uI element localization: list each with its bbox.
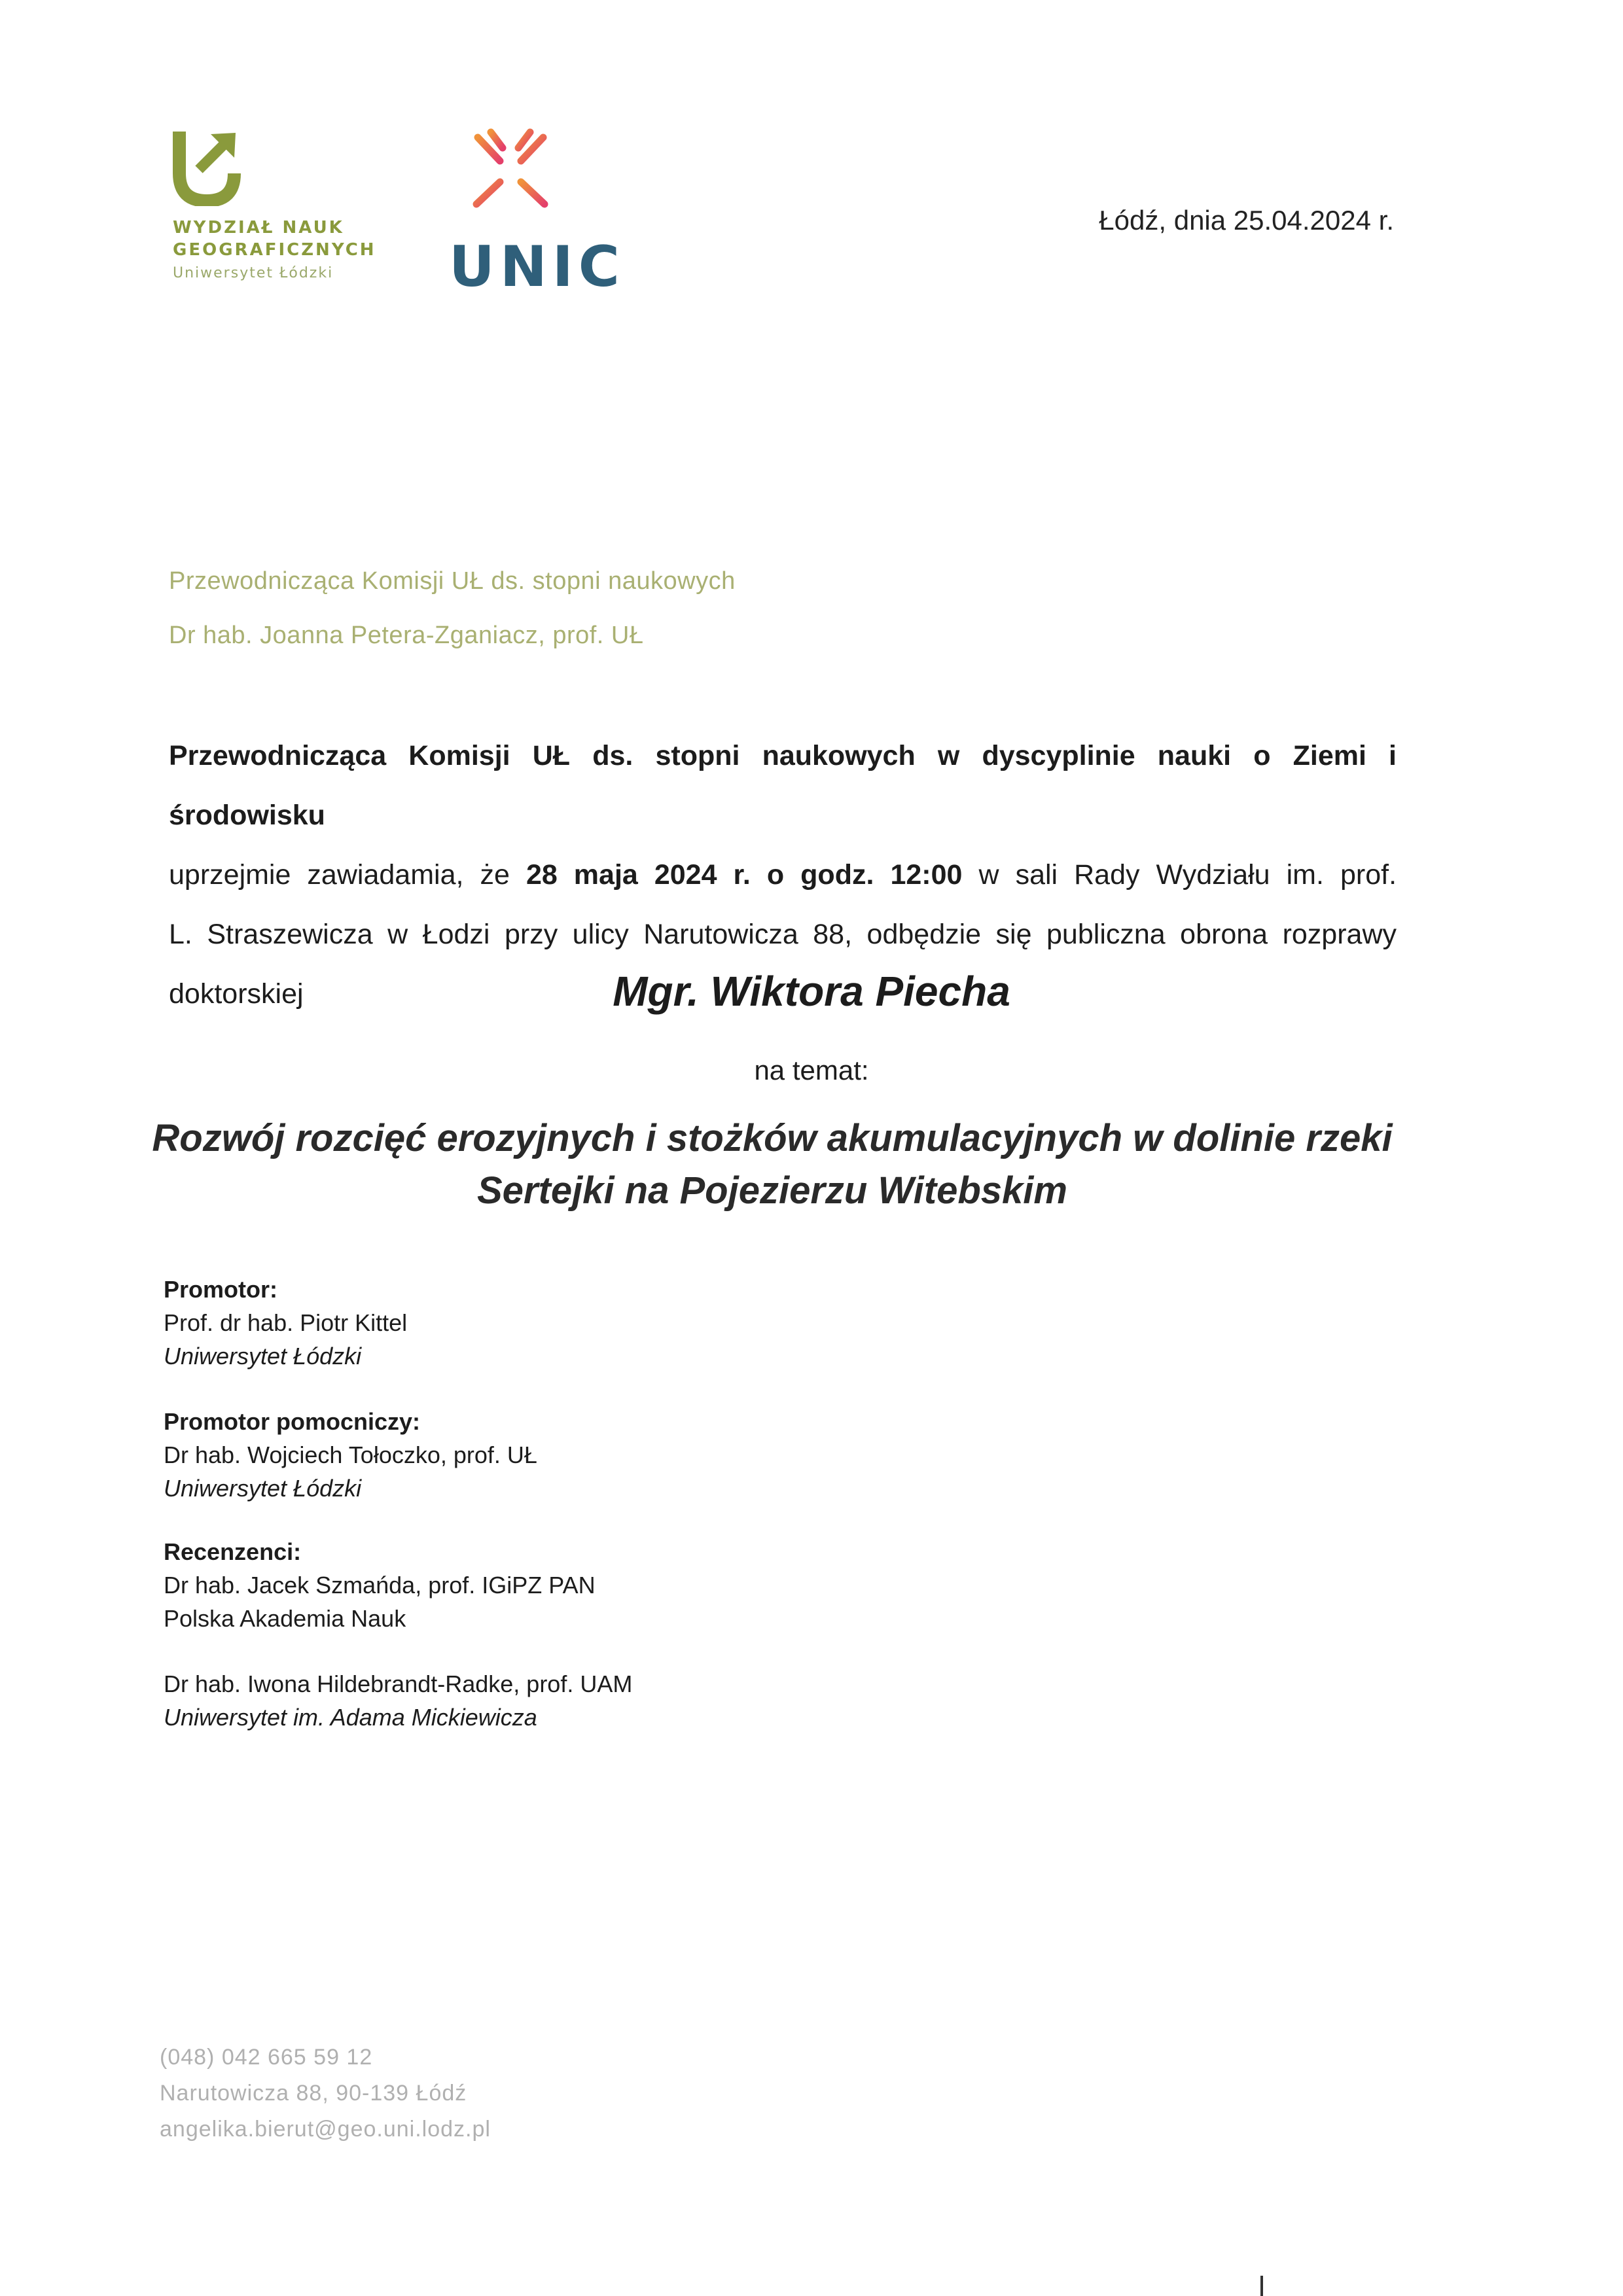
promotor-heading: Promotor: (164, 1276, 277, 1303)
faculty-university: Uniwersytet Łódzki (173, 265, 334, 281)
auxiliary-promotor-affiliation: Uniwersytet Łódzki (164, 1475, 362, 1502)
announcement-notifies: uprzejmie zawiadamia, że (169, 859, 510, 891)
faculty-u-arrow-icon (173, 128, 245, 206)
thesis-title-line1: Rozwój rozcięć erozyjnych i stożków akumulacyjnych w dolinie rzeki (152, 1117, 1393, 1159)
place-date: Łódź, dnia 25.04.2024 r. (1099, 205, 1394, 236)
announcement-line-1 (169, 726, 1397, 845)
reviewers-block (164, 1535, 596, 1635)
defense-date-time: 28 maja 2024 r. o godz. 12:00 (526, 859, 963, 891)
faculty-logo (169, 128, 378, 298)
faculty-name-line2: GEOGRAFICZNYCH (173, 240, 376, 260)
announcement-venue-start: w sali Rady Wydziału im. prof. (978, 859, 1397, 891)
promotor-affiliation: Uniwersytet Łódzki (164, 1343, 362, 1369)
scan-mark (1260, 2276, 1263, 2296)
auxiliary-promotor-name: Dr hab. Wojciech Tołoczko, prof. UŁ (164, 1441, 537, 1468)
thesis-title (151, 1112, 1394, 1217)
footer-phone: (048) 042 665 59 12 (160, 2045, 373, 2070)
announcement-line-4: doktorskiej (169, 978, 304, 1010)
promotor-block (164, 1273, 407, 1373)
faculty-name-line1: WYDZIAŁ NAUK (173, 218, 344, 238)
auxiliary-promotor-heading: Promotor pomocniczy: (164, 1408, 421, 1435)
candidate-name: Mgr. Wiktora Piecha (613, 968, 1010, 1015)
unic-logo (445, 111, 625, 300)
reviewer-2-name: Dr hab. Iwona Hildebrandt-Radke, prof. UAM (164, 1670, 633, 1697)
reviewers-heading: Recenzenci: (164, 1538, 302, 1565)
footer-email: angelika.bierut@geo.uni.lodz.pl (160, 2117, 491, 2142)
reviewer-2-block (164, 1667, 632, 1734)
reviewer-2-affiliation: Uniwersytet im. Adama Mickiewicza (164, 1704, 537, 1731)
footer-address: Narutowicza 88, 90-139 Łódź (160, 2081, 467, 2106)
announcement-heading: Przewodnicząca Komisji UŁ ds. stopni naukowych w dyscyplinie nauki o Ziemi i środowisku (169, 740, 1397, 831)
subject-label: na temat: (754, 1055, 869, 1086)
reviewer-1-name: Dr hab. Jacek Szmańda, prof. IGiPZ PAN (164, 1572, 596, 1598)
promotor-name: Prof. dr hab. Piotr Kittel (164, 1309, 408, 1336)
reviewer-1-affiliation: Polska Akademia Nauk (164, 1605, 406, 1632)
addressee-name: Dr hab. Joanna Petera-Zganiacz, prof. UŁ (169, 622, 644, 649)
announcement-line-3: L. Straszewicza w Łodzi przy ulicy Narutowicza 88, odbędzie się publiczna obrona rozprawy (169, 919, 1397, 950)
unic-logo-text: UNIC (449, 234, 625, 300)
thesis-title-line2: Sertejki na Pojezierzu Witebskim (476, 1169, 1067, 1212)
auxiliary-promotor-block (164, 1405, 537, 1505)
addressee-title: Przewodnicząca Komisji UŁ ds. stopni naukowych (169, 567, 736, 595)
unic-burst-icon (445, 111, 576, 229)
announcement-line-2 (169, 845, 1397, 905)
